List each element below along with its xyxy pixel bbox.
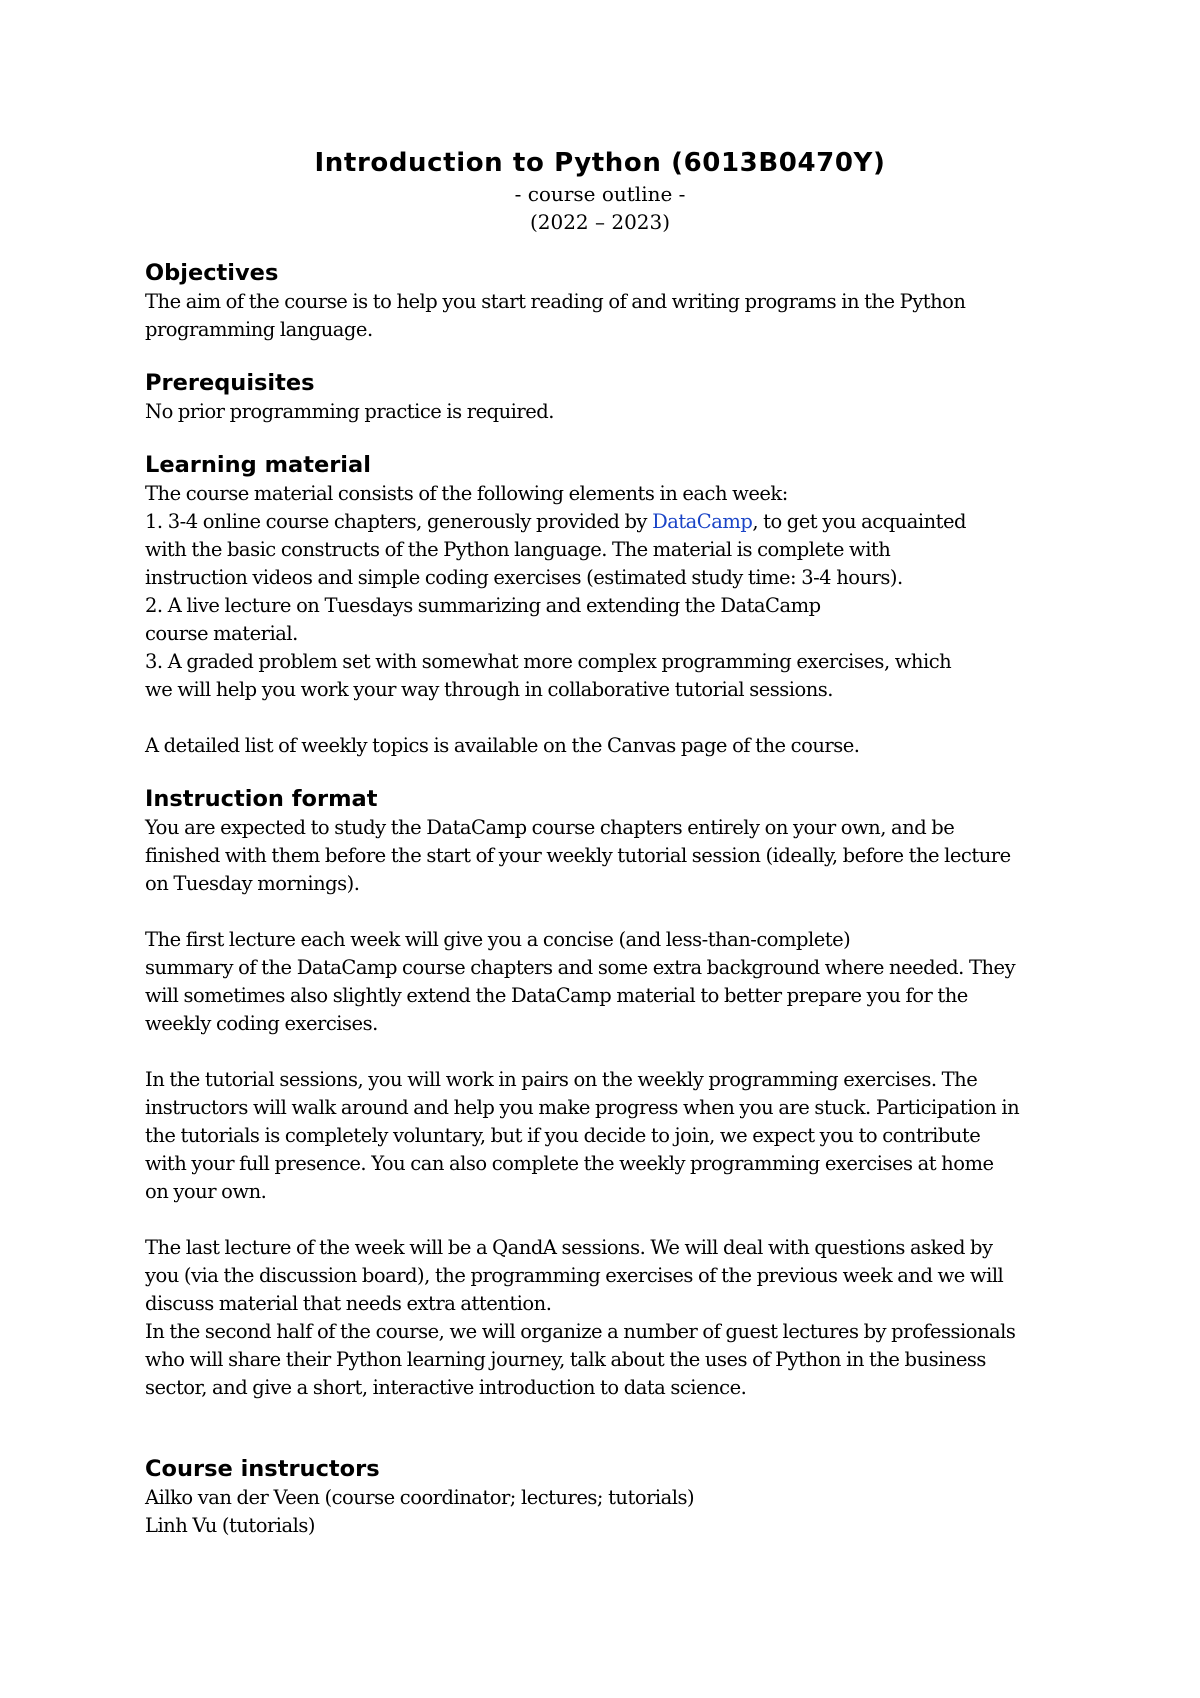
learning-intro: The course material consists of the following elements in each week: [145,482,788,505]
course-instructors-list [145,1484,1065,1540]
instruction-paragraph-2 [145,926,1065,1038]
instruction-p2-line: weekly coding exercises. [145,1012,378,1035]
course-instructors-heading: Course instructors [145,1456,380,1482]
prerequisites-heading: Prerequisites [145,370,315,396]
instruction-p4-line: sector, and give a short, interactive introduction to data science. [145,1376,747,1399]
instruction-paragraph-3 [145,1066,1065,1206]
instruction-p3-line: on your own. [145,1180,267,1203]
instruction-p3-line: instructors will walk around and help you make progress when you are stuck. Participation in [145,1096,1020,1119]
learning-item-1-suffix: , to get you acquainted [752,510,967,533]
instruction-p1-line: You are expected to study the DataCamp course chapters entirely on your own, and be [145,816,955,839]
learning-item-2-line: course material. [145,622,298,645]
objectives-text [145,288,1065,344]
instruction-p2-line: summary of the DataCamp course chapters and some extra background where needed. They [145,956,1016,979]
instruction-paragraph-4 [145,1234,1065,1402]
instructor-entry: Ailko van der Veen (course coordinator; lectures; tutorials) [145,1486,695,1509]
document-title: Introduction to Python (6013B0470Y) [314,148,886,178]
instruction-paragraph-1 [145,814,1065,898]
instruction-p3-line: In the tutorial sessions, you will work in pairs on the weekly programming exercises. The [145,1068,978,1091]
objectives-heading: Objectives [145,260,279,286]
learning-material-heading: Learning material [145,452,371,478]
learning-item-2-line: 2. A live lecture on Tuesdays summarizing and extending the DataCamp [145,594,821,617]
instruction-p4-line: The last lecture of the week will be a QandA sessions. We will deal with questions asked by [145,1236,993,1259]
instruction-p4-line: discuss material that needs extra attention. [145,1292,552,1315]
document-year: (2022 – 2023) [529,210,671,234]
instruction-p2-line: The first lecture each week will give you a concise (and less-than-complete) [145,928,851,951]
document-body [145,258,1065,1540]
datacamp-link[interactable]: DataCamp [652,510,753,533]
document-subtitle: - course outline - [514,182,686,206]
learning-item-1-line: instruction videos and simple coding exercises (estimated study time: 3-4 hours). [145,566,903,589]
instruction-p4-line: you (via the discussion board), the programming exercises of the previous week and we will [145,1264,1004,1287]
learning-material-text [145,480,1065,704]
instruction-p3-line: with your full presence. You can also complete the weekly programming exercises at home [145,1152,994,1175]
learning-item-3-line: 3. A graded problem set with somewhat more complex programming exercises, which [145,650,952,673]
learning-note-line: A detailed list of weekly topics is available on the Canvas page of the course. [145,734,860,757]
instruction-p1-line: on Tuesday mornings). [145,872,360,895]
learning-item-1-line: with the basic constructs of the Python language. The material is complete with [145,538,891,561]
instructor-entry: Linh Vu (tutorials) [145,1514,316,1537]
instruction-p3-line: the tutorials is completely voluntary, but if you decide to join, we expect you to contribute [145,1124,981,1147]
learning-note [145,732,1065,760]
instruction-format-heading: Instruction format [145,786,378,812]
learning-item-1-prefix: 1. 3-4 online course chapters, generously provided by [145,510,653,533]
learning-item-1 [145,508,1065,536]
objectives-line: programming language. [145,318,373,341]
objectives-line: The aim of the course is to help you start reading of and writing programs in the Python [145,290,966,313]
title-block [0,146,1200,236]
instruction-p2-line: will sometimes also slightly extend the DataCamp material to better prepare you for the [145,984,968,1007]
learning-item-3-line: we will help you work your way through in collaborative tutorial sessions. [145,678,833,701]
instruction-p1-line: finished with them before the start of your weekly tutorial session (ideally, before the lecture [145,844,1011,867]
instruction-p4-line: who will share their Python learning journey, talk about the uses of Python in the business [145,1348,986,1371]
prerequisites-line: No prior programming practice is required. [145,400,554,423]
instruction-p4-line: In the second half of the course, we will organize a number of guest lectures by professionals [145,1320,1016,1343]
prerequisites-text [145,398,1065,426]
